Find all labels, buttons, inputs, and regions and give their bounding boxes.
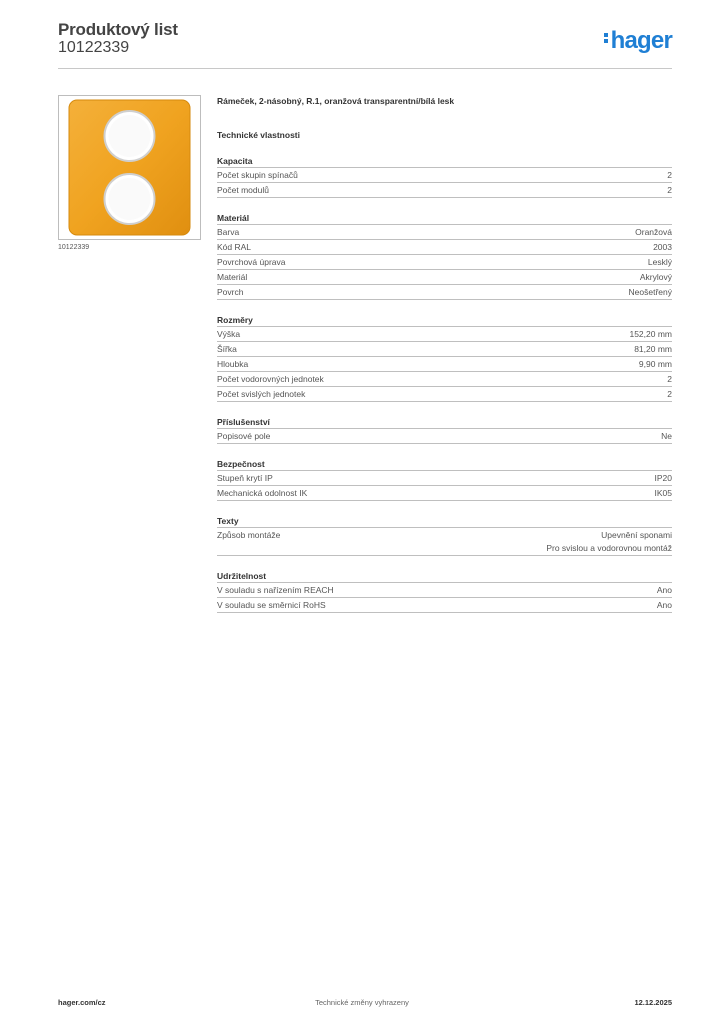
spec-label: Hloubka <box>217 359 249 369</box>
header-divider <box>58 68 672 69</box>
spec-value <box>667 184 672 197</box>
spec-value <box>648 256 672 269</box>
spec-value-line: Akrylový <box>639 272 672 282</box>
section-heading: Technické vlastnosti <box>217 130 300 140</box>
spec-row <box>217 486 672 501</box>
spec-group <box>217 155 672 198</box>
spec-label: Počet modulů <box>217 185 269 195</box>
spec-value <box>655 472 673 485</box>
spec-group <box>217 212 672 300</box>
footer-disclaimer: Technické změny vyhrazeny <box>315 998 409 1007</box>
spec-value-line: 2 <box>667 170 672 180</box>
spec-label: Popisové pole <box>217 431 271 441</box>
spec-row <box>217 372 672 387</box>
spec-row <box>217 270 672 285</box>
spec-row <box>217 342 672 357</box>
spec-value <box>657 584 672 597</box>
spec-value <box>635 226 672 239</box>
spec-row <box>217 255 672 270</box>
spec-value-line: 9,90 mm <box>638 359 672 369</box>
spec-label: Šířka <box>217 344 237 354</box>
spec-value <box>629 286 672 299</box>
spec-label: Počet skupin spínačů <box>217 170 298 180</box>
spec-label: Výška <box>217 329 241 339</box>
group-title: Bezpečnost <box>217 458 672 471</box>
spec-row <box>217 327 672 342</box>
product-number: 10122339 <box>58 39 130 56</box>
group-title: Kapacita <box>217 155 672 168</box>
hager-logo <box>604 27 672 55</box>
spec-groups <box>217 155 672 613</box>
spec-label: Materiál <box>217 272 248 282</box>
spec-value-line: 2003 <box>653 242 672 252</box>
spec-row <box>217 528 672 556</box>
spec-value <box>667 169 672 182</box>
spec-group <box>217 515 672 556</box>
spec-label: V souladu se směrnicí RoHS <box>217 600 326 610</box>
group-title: Udržitelnost <box>217 570 672 583</box>
spec-label: Způsob montáže <box>217 530 281 540</box>
spec-value <box>629 328 672 341</box>
spec-value-line: 2 <box>667 185 672 195</box>
spec-value <box>653 241 672 254</box>
spec-row <box>217 357 672 372</box>
spec-label: Povrchová úprava <box>217 257 286 267</box>
spec-label: Počet svislých jednotek <box>217 389 306 399</box>
spec-value <box>639 358 672 371</box>
spec-value <box>661 430 672 443</box>
double-frame-icon <box>59 96 200 239</box>
footer-website: hager.com/cz <box>58 998 106 1007</box>
spec-value-line: 81,20 mm <box>634 344 672 354</box>
spec-value-line: Ano <box>656 600 672 610</box>
spec-label: Stupeň krytí IP <box>217 473 273 483</box>
spec-value <box>657 599 672 612</box>
spec-value <box>634 343 672 356</box>
spec-row <box>217 183 672 198</box>
spec-row <box>217 598 672 613</box>
spec-label: Počet vodorovných jednotek <box>217 374 324 384</box>
spec-value-line: IK05 <box>654 488 672 498</box>
spec-label: Povrch <box>217 287 244 297</box>
spec-row <box>217 387 672 402</box>
spec-value-line: Upevnění sponami <box>601 530 672 540</box>
product-image <box>58 95 201 240</box>
group-title: Rozměry <box>217 314 672 327</box>
spec-value-line: Oranžová <box>635 227 672 237</box>
spec-label: V souladu s nařízením REACH <box>217 585 334 595</box>
spec-row <box>217 168 672 183</box>
spec-row <box>217 240 672 255</box>
spec-row <box>217 429 672 444</box>
spec-value-line: Ano <box>656 585 672 595</box>
spec-row <box>217 225 672 240</box>
image-caption: 10122339 <box>58 244 90 251</box>
spec-value-line: Lesklý <box>647 257 672 267</box>
logo-text: hager <box>610 27 672 54</box>
spec-content <box>217 95 672 613</box>
spec-value <box>546 529 672 555</box>
group-title: Texty <box>217 515 672 528</box>
spec-value-line: Pro svislou a vodorovnou montáž <box>546 543 672 553</box>
spec-label: Mechanická odolnost IK <box>217 488 308 498</box>
spec-value-line: 2 <box>667 374 672 384</box>
spec-value <box>640 271 672 284</box>
spec-value <box>667 373 672 386</box>
spec-label: Kód RAL <box>217 242 252 252</box>
spec-value <box>655 487 673 500</box>
spec-row <box>217 583 672 598</box>
spec-label: Barva <box>217 227 240 237</box>
product-title: Rámeček, 2-násobný, R.1, oranžová transparentní/bílá lesk <box>217 96 455 106</box>
spec-row <box>217 285 672 300</box>
spec-group <box>217 314 672 402</box>
page-title: Produktový list <box>58 20 178 39</box>
spec-value-line: Neošetřený <box>628 287 672 297</box>
group-title: Materiál <box>217 212 672 225</box>
spec-group <box>217 570 672 613</box>
spec-value-line: 152,20 mm <box>629 329 672 339</box>
footer-date: 12.12.2025 <box>634 998 672 1007</box>
spec-value <box>667 388 672 401</box>
spec-group <box>217 458 672 501</box>
spec-value-line: IP20 <box>654 473 672 483</box>
spec-value-line: 2 <box>667 389 672 399</box>
group-title: Příslušenství <box>217 416 672 429</box>
spec-value-line: Ne <box>661 431 672 441</box>
logo-dots-icon <box>604 31 609 45</box>
spec-row <box>217 471 672 486</box>
spec-group <box>217 416 672 444</box>
